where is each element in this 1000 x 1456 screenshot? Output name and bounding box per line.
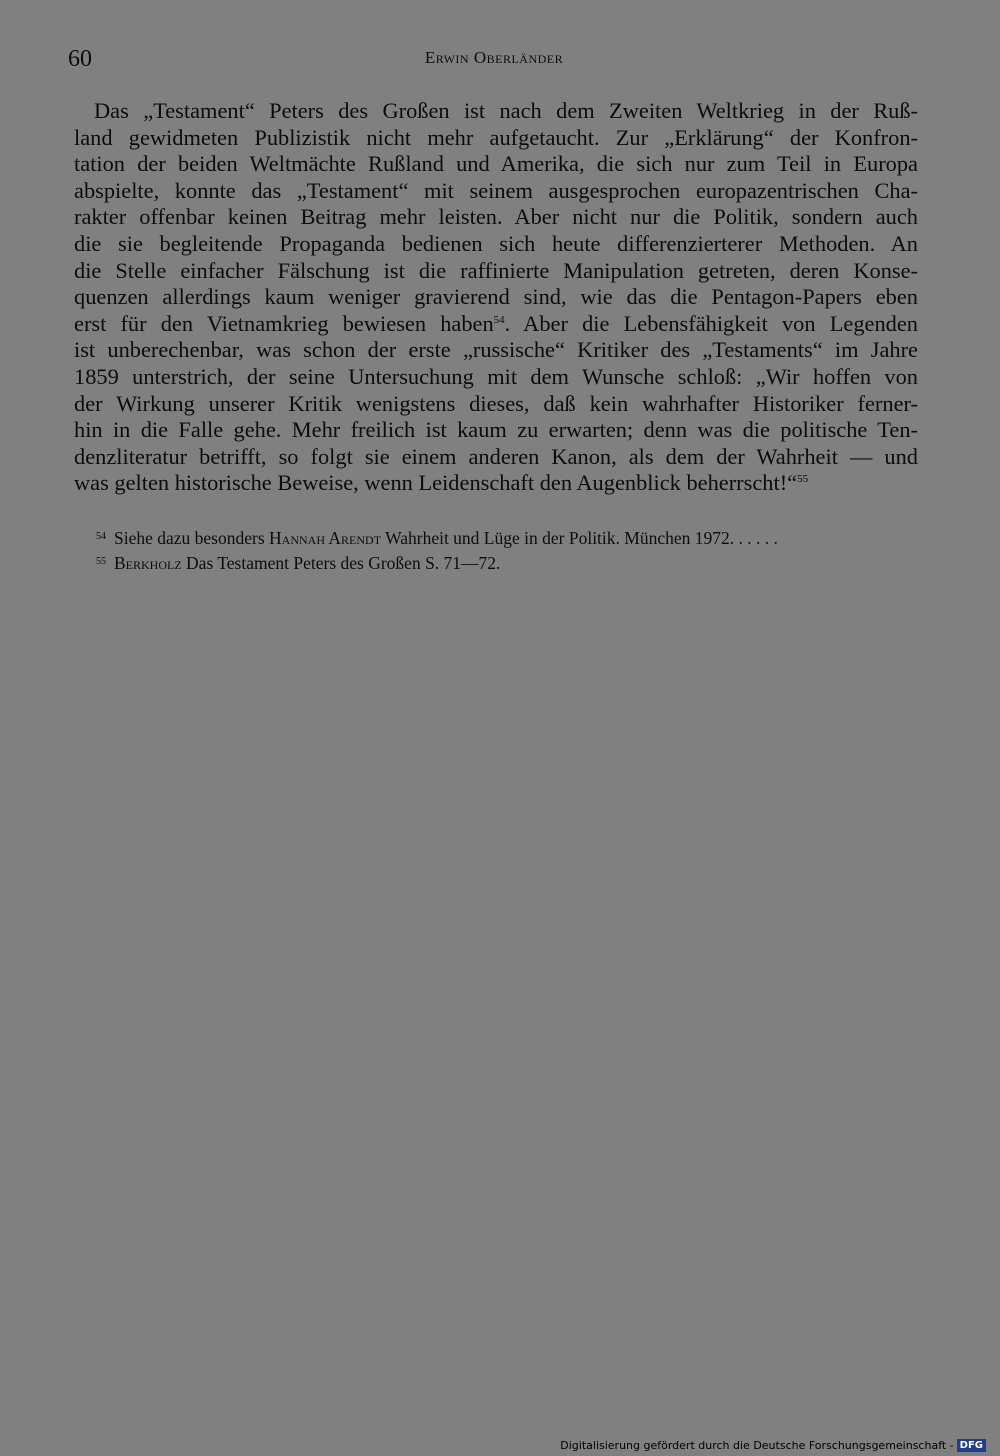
body-line: hin in die Falle gehe. Mehr freilich ist kaum zu erwarten; denn was die politische Ten- <box>74 417 918 443</box>
footnote-author: Hannah Arendt <box>269 528 382 548</box>
body-line: quenzen allerdings kaum weniger gravierend sind, wie das die Pentagon-Papers eben <box>74 284 918 310</box>
page-number: 60 <box>68 46 92 72</box>
body-line: die Stelle einfacher Fälschung ist die raffinierte Manipulation getreten, deren Konse- <box>74 257 918 283</box>
footnote-text: Wahrheit und Lüge in der Politik. München 1972. . . . . . <box>381 528 778 548</box>
body-line: abspielte, konnte das „Testament“ mit seinem ausgesprochen europazentrischen Cha- <box>74 177 918 203</box>
body-paragraph <box>74 98 918 497</box>
footnote-number: 54 <box>96 531 106 542</box>
body-line: Das „Testament“ Peters des Großen ist nach dem Zweiten Weltkrieg in der Ruß- <box>94 98 918 123</box>
body-line: die sie begleitende Propaganda bedienen sich heute differenzierterer Methoden. An <box>74 230 918 256</box>
footnote-text: Siehe dazu besonders <box>114 528 270 548</box>
footnote-ref-55: 55 <box>797 473 809 486</box>
body-line-with-ref <box>74 470 918 497</box>
footnote-number: 55 <box>96 556 106 567</box>
body-line: denzliteratur betrifft, so folgt sie einem anderen Kanon, als dem der Wahrheit — und <box>74 443 918 469</box>
dfg-logo: DFG <box>957 1439 986 1452</box>
body-line: der Wirkung unserer Kritik wenigstens dieses, daß kein wahrhafter Historiker ferner- <box>74 390 918 416</box>
body-line-part: erst für den Vietnamkrieg bewiesen haben <box>74 310 494 336</box>
digitization-footer <box>560 1439 986 1452</box>
footnotes <box>96 525 916 575</box>
footnote-54 <box>96 525 916 550</box>
body-line: land gewidmeten Publizistik nicht mehr aufgetaucht. Zur „Erklärung“ der Konfron- <box>74 124 918 150</box>
body-line: tation der beiden Weltmächte Rußland und Amerika, die sich nur zum Teil in Europa <box>74 151 918 177</box>
footnote-ref-54: 54 <box>493 313 505 326</box>
running-head <box>0 48 1000 68</box>
running-head-text: Erwin Oberländer <box>424 48 564 67</box>
body-line: rakter offenbar keinen Beitrag mehr leisten. Aber nicht nur die Politik, sondern auch <box>74 204 918 230</box>
body-line: 1859 unterstrich, der seine Untersuchung mit dem Wunsche schloß: „Wir hoffen von <box>74 363 918 389</box>
footer-text: Digitalisierung gefördert durch die Deutsche Forschungsgemeinschaft - <box>560 1439 954 1452</box>
body-line-part: . Aber die Lebensfähigkeit von Legenden <box>504 310 918 336</box>
body-line-with-ref <box>74 311 918 338</box>
footnote-text: Das Testament Peters des Großen S. 71—72. <box>181 553 501 573</box>
body-line: ist unberechenbar, was schon der erste „russische“ Kritiker des „Testaments“ im Jahre <box>74 337 918 363</box>
body-line-part: was gelten historische Beweise, wenn Leidenschaft den Augenblick beherrscht!“ <box>74 470 798 496</box>
footnote-author: Berkholz <box>114 553 182 573</box>
footnote-55 <box>96 550 916 575</box>
